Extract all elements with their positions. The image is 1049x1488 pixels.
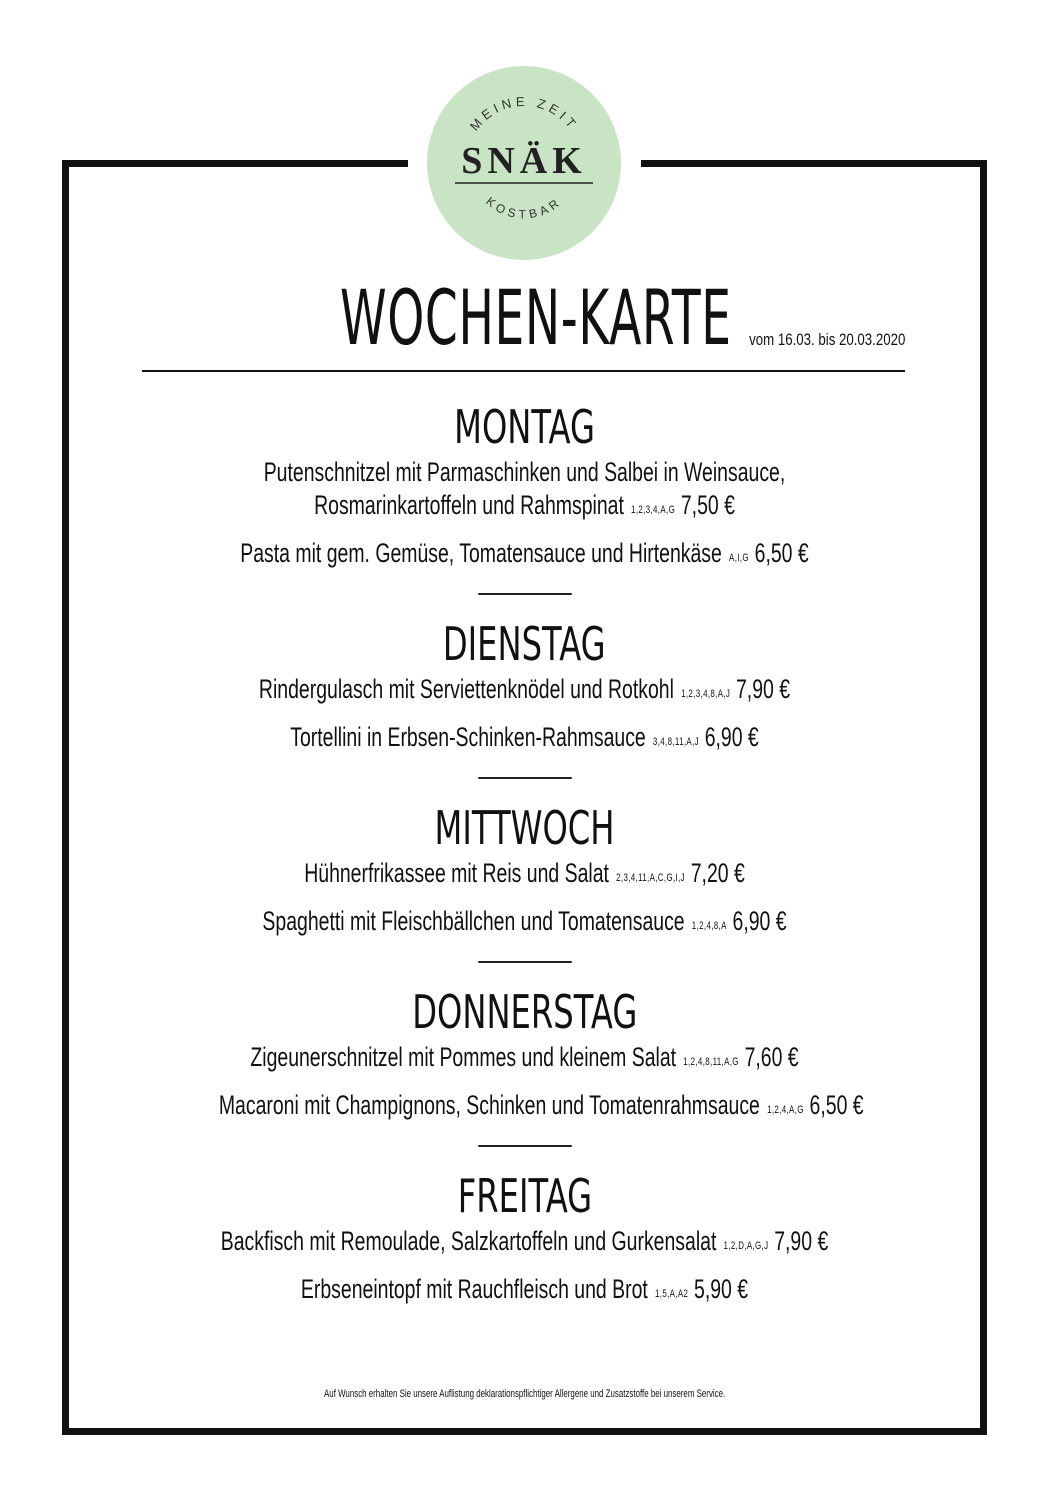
dish-name: Spaghetti mit Fleischbällchen und Tomatensauce (262, 906, 685, 936)
dish-item (218, 1089, 864, 1127)
allergen-codes: 1,2,4,A,G (767, 1104, 804, 1116)
allergen-codes: 1,2,3,4,8,A,J (681, 688, 731, 700)
day-title: MONTAG (454, 400, 595, 454)
day-title: MITTWOCH (434, 801, 615, 855)
dish-line (219, 1041, 830, 1079)
day-section-freitag (100, 1169, 949, 1311)
dish-price: 7,90 € (774, 1226, 829, 1256)
allergen-codes: A,I,G (729, 552, 749, 564)
dish-price: 7,90 € (736, 674, 791, 704)
dish-price: 6,90 € (732, 906, 787, 936)
dish-name: Backfisch mit Remoulade, Salzkartoffeln und Gurkensalat (220, 1226, 717, 1256)
allergen-codes: 1,2,D,A,G,J (723, 1240, 769, 1252)
dish-price: 7,50 € (680, 490, 735, 520)
dish-line (219, 489, 830, 527)
snak-logo (427, 66, 621, 260)
dish-item (219, 1225, 830, 1263)
day-title: DONNERSTAG (411, 985, 638, 1039)
section-divider (478, 777, 572, 779)
menu-content (100, 400, 949, 1321)
section-divider (478, 961, 572, 963)
dish-name: Macaroni mit Champignons, Schinken und Tomatenrahmsauce (218, 1090, 760, 1120)
day-section-montag (100, 400, 949, 575)
dish-item (219, 673, 830, 711)
heading-row (142, 273, 905, 372)
logo-top-text: MEINE ZEIT (466, 93, 582, 134)
allergen-codes: 2,3,4,11,A,C,G,I,J (616, 872, 685, 884)
allergen-codes: 1,2,4,8,11,A,G (683, 1056, 739, 1068)
dish-price: 7,60 € (744, 1042, 799, 1072)
dish-item (219, 456, 830, 527)
allergen-codes: 1,5,A,A2 (654, 1288, 689, 1300)
dish-line (219, 537, 830, 575)
dish-name: Putenschnitzel mit Parmaschinken und Salbei in Weinsauce, (263, 457, 786, 487)
title-rule (142, 370, 905, 372)
dish-item (219, 857, 830, 895)
dish-name: Pasta mit gem. Gemüse, Tomatensauce und Hirtenkäse (240, 538, 722, 568)
dish-line (219, 673, 830, 711)
dish-price: 6,90 € (704, 722, 759, 752)
dish-name: Tortellini in Erbsen-Schinken-Rahmsauce (290, 722, 646, 752)
dish-price: 6,50 € (809, 1090, 864, 1120)
dish-line (219, 721, 830, 759)
dish-line (219, 905, 830, 943)
logo-bottom-text: KOSTBAR (483, 194, 565, 222)
logo-name: SNÄK (461, 140, 587, 182)
dish-name: Rindergulasch mit Serviettenknödel und Rotkohl (258, 674, 674, 704)
dish-item (219, 1273, 830, 1311)
day-section-dienstag (100, 617, 949, 759)
day-section-donnerstag (100, 985, 949, 1127)
day-title: DIENSTAG (443, 617, 606, 671)
dish-item (219, 905, 830, 943)
allergen-codes: 1,2,3,4,A,G (631, 504, 676, 516)
allergen-note: Auf Wunsch erhalten Sie unsere Auflistung deklarationspflichtiger Allergene und Zusatzstoffe bei unserem Service. (323, 1388, 726, 1400)
dish-line (219, 1273, 830, 1311)
page-title: WOCHEN-KARTE (340, 273, 732, 362)
allergen-codes: 1,2,4,8,A (691, 920, 727, 932)
dish-item (219, 721, 830, 759)
dish-price: 5,90 € (694, 1274, 749, 1304)
dish-name: Hühnerfrikassee mit Reis und Salat (304, 858, 609, 888)
dish-line (219, 857, 830, 895)
dish-line (219, 456, 830, 489)
dish-name: Rosmarinkartoffeln und Rahmspinat (314, 490, 624, 520)
day-title: FREITAG (457, 1169, 592, 1223)
dish-line (218, 1089, 864, 1127)
section-divider (478, 1145, 572, 1147)
allergen-codes: 3,4,8,11,A,J (652, 736, 699, 748)
footnote (62, 1384, 987, 1402)
dish-item (219, 1041, 830, 1079)
dish-price: 7,20 € (690, 858, 745, 888)
day-section-mittwoch (100, 801, 949, 943)
dish-line (219, 1225, 830, 1263)
dish-price: 6,50 € (754, 538, 809, 568)
dish-name: Zigeunerschnitzel mit Pommes und kleinem Salat (250, 1042, 677, 1072)
dish-name: Erbseneintopf mit Rauchfleisch und Brot (300, 1274, 648, 1304)
date-range: vom 16.03. bis 20.03.2020 (748, 330, 905, 349)
section-divider (478, 593, 572, 595)
dish-item (219, 537, 830, 575)
